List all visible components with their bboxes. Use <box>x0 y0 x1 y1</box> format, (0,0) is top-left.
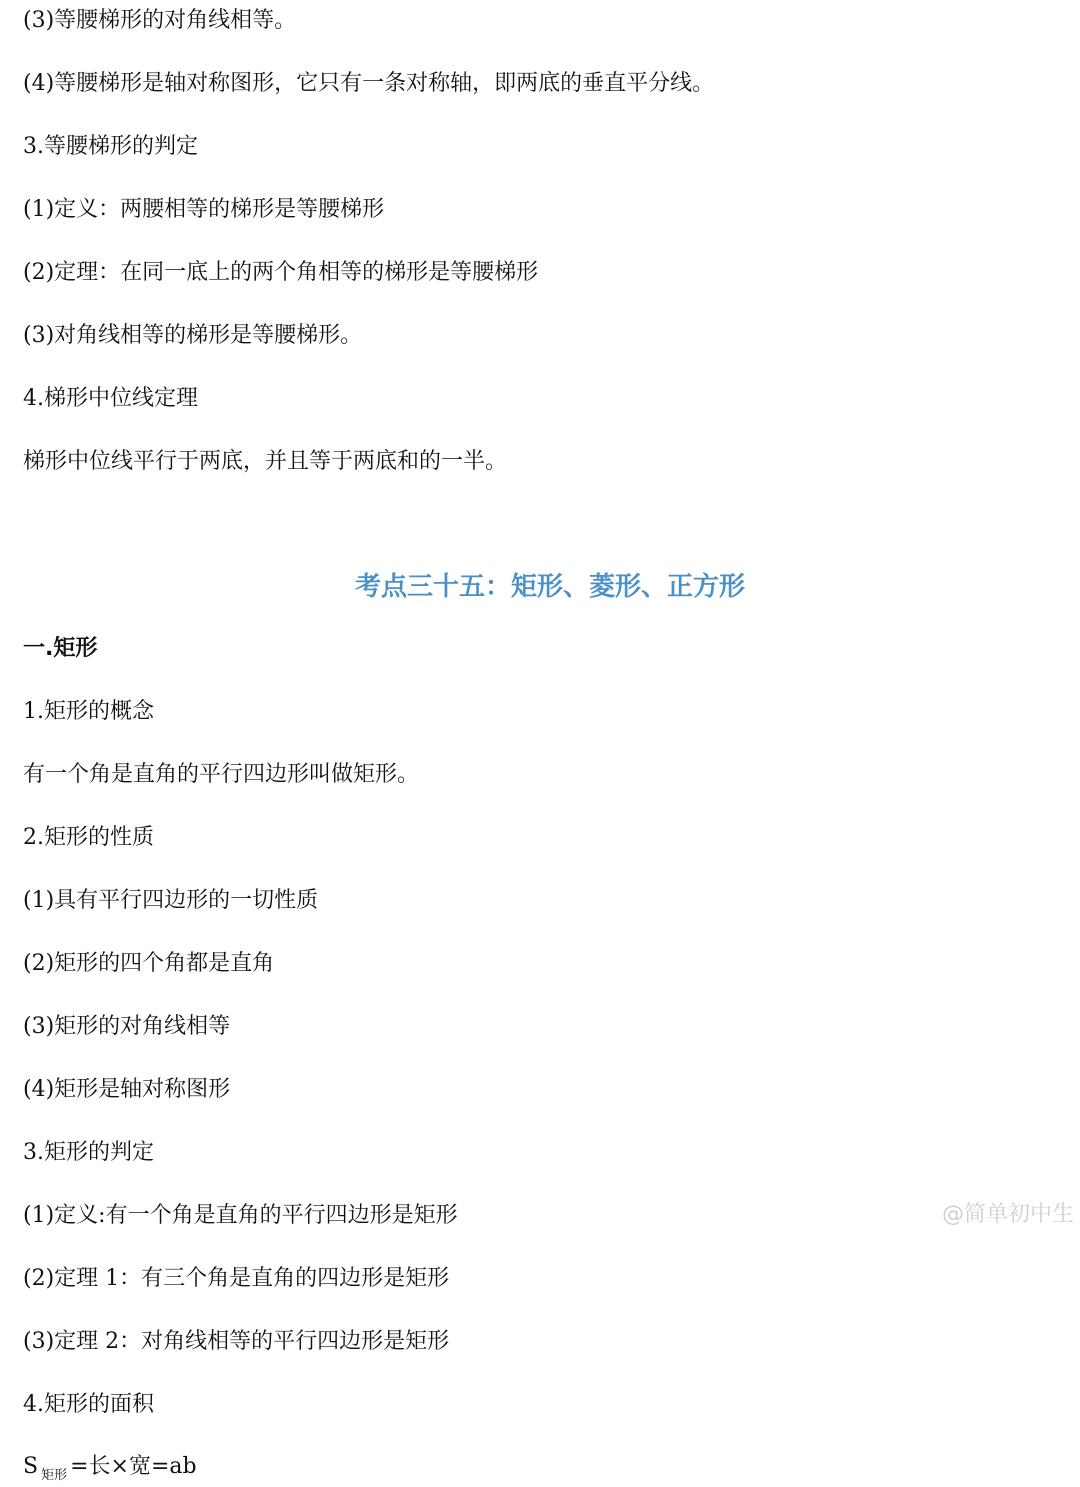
subsection-title: 3.等腰梯形的判定 <box>23 134 198 159</box>
text-line: 有一个角是直角的平行四边形叫做矩形。 <box>23 762 420 787</box>
subsection-title: 4.梯形中位线定理 <box>23 386 198 411</box>
text-line: (3)矩形的对角线相等 <box>23 1014 231 1039</box>
area-formula <box>23 1452 197 1485</box>
text-line: (2)矩形的四个角都是直角 <box>23 951 275 976</box>
subsection-title: 1.矩形的概念 <box>23 699 154 724</box>
formula-expression: =长×宽=ab <box>70 1454 197 1479</box>
text-line: (3)定理 2：对角线相等的平行四边形是矩形 <box>23 1329 450 1354</box>
text-line: (1)定义:有一个角是直角的平行四边形是矩形 <box>23 1203 458 1228</box>
subsection-title: 2.矩形的性质 <box>23 825 154 850</box>
text-line: (2)定理 1：有三个角是直角的四边形是矩形 <box>23 1266 450 1291</box>
text-line: (1)定义：两腰相等的梯形是等腰梯形 <box>23 197 385 222</box>
formula-subscript: 矩形 <box>41 1468 68 1483</box>
text-line: (4)矩形是轴对称图形 <box>23 1077 231 1102</box>
page-heading: 考点三十五：矩形、菱形、正方形 <box>354 572 745 602</box>
text-line: (3)等腰梯形的对角线相等。 <box>23 8 297 33</box>
subsection-title: 3.矩形的判定 <box>23 1140 154 1165</box>
subsection-title: 4.矩形的面积 <box>23 1392 154 1417</box>
formula-symbol: S <box>23 1454 39 1479</box>
text-line: (2)定理：在同一底上的两个角相等的梯形是等腰梯形 <box>23 260 539 285</box>
text-line: (4)等腰梯形是轴对称图形，它只有一条对称轴，即两底的垂直平分线。 <box>23 71 715 96</box>
watermark: @简单初中生 <box>941 1202 1074 1227</box>
text-line: (1)具有平行四边形的一切性质 <box>23 888 319 913</box>
text-line: (3)对角线相等的梯形是等腰梯形。 <box>23 323 363 348</box>
section-title: 一.矩形 <box>23 636 98 661</box>
text-line: 梯形中位线平行于两底，并且等于两底和的一半。 <box>23 449 508 474</box>
